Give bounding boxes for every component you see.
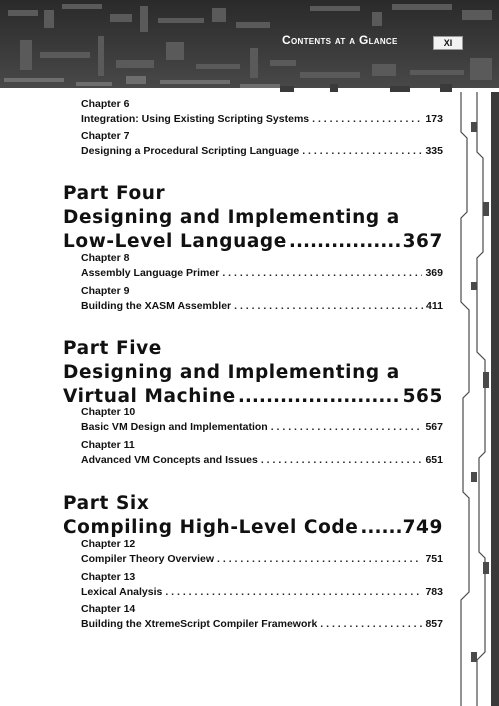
part-title-line: Designing and Implementing a <box>63 207 400 228</box>
dot-leader <box>289 230 401 254</box>
dot-leader <box>234 300 423 313</box>
dot-leader <box>261 454 423 467</box>
toc-entry-chapter-8[interactable] <box>81 252 443 282</box>
page-number: 783 <box>425 586 443 598</box>
part-title-line: Designing and Implementing a <box>63 362 400 383</box>
page-number-badge: XI <box>433 36 463 50</box>
part-six-heading[interactable] <box>63 492 443 540</box>
toc-entry-chapter-6[interactable] <box>81 98 443 128</box>
part-page-number: 749 <box>402 517 443 538</box>
part-label: Part Six <box>63 493 150 514</box>
dot-leader <box>165 586 422 599</box>
part-page-number: 367 <box>402 231 443 252</box>
dot-leader <box>302 145 422 158</box>
dot-leader <box>217 553 422 566</box>
chapter-title: Basic VM Design and Implementation <box>81 421 268 433</box>
chapter-label: Chapter 10 <box>81 406 136 418</box>
chapter-title: Compiler Theory Overview <box>81 553 215 565</box>
chapter-label: Chapter 7 <box>81 130 130 142</box>
chapter-title: Building the XtremeScript Compiler Framework <box>81 618 318 630</box>
dot-leader <box>360 516 400 540</box>
part-four-heading[interactable] <box>63 182 443 254</box>
part-label: Part Four <box>63 183 166 204</box>
chapter-title: Lexical Analysis <box>81 586 163 598</box>
part-five-heading[interactable] <box>63 337 443 409</box>
page-number: 751 <box>425 553 443 565</box>
dot-leader <box>222 267 422 280</box>
toc-entry-chapter-12[interactable] <box>81 538 443 568</box>
page-number: 335 <box>425 145 443 157</box>
page-number: 369 <box>425 267 443 279</box>
part-label: Part Five <box>63 338 162 359</box>
chapter-label: Chapter 14 <box>81 603 136 615</box>
page-number: 857 <box>425 618 443 630</box>
page-number: 173 <box>425 113 443 125</box>
chapter-label: Chapter 11 <box>81 439 135 451</box>
chapter-title: Assembly Language Primer <box>81 267 220 279</box>
toc-entry-chapter-11[interactable] <box>81 439 443 469</box>
dot-leader <box>320 618 422 631</box>
chapter-title: Advanced VM Concepts and Issues <box>81 454 258 466</box>
part-page-number: 565 <box>402 386 443 407</box>
chapter-label: Chapter 9 <box>81 285 130 297</box>
chapter-label: Chapter 8 <box>81 252 130 264</box>
chapter-title: Integration: Using Existing Scripting Systems <box>81 113 310 125</box>
dot-leader <box>312 113 422 126</box>
toc-entry-chapter-13[interactable] <box>81 571 443 601</box>
page-number: 651 <box>425 454 443 466</box>
chapter-label: Chapter 6 <box>81 98 130 110</box>
toc-entry-chapter-10[interactable] <box>81 406 443 436</box>
chapter-label: Chapter 13 <box>81 571 136 583</box>
chapter-label: Chapter 12 <box>81 538 136 550</box>
part-title-line: Low-Level Language <box>63 231 287 252</box>
part-title-line: Virtual Machine <box>63 386 236 407</box>
chapter-title: Building the XASM Assembler <box>81 300 232 312</box>
page-number: 567 <box>425 421 443 433</box>
header-title: Contents at a Glance <box>282 33 398 47</box>
dot-leader <box>271 421 423 434</box>
toc-entry-chapter-9[interactable] <box>81 285 443 315</box>
page-number: 411 <box>426 300 443 312</box>
toc-entry-chapter-14[interactable] <box>81 603 443 633</box>
toc-entry-chapter-7[interactable] <box>81 130 443 160</box>
chapter-title: Designing a Procedural Scripting Language <box>81 145 300 157</box>
part-title-line: Compiling High-Level Code <box>63 517 359 538</box>
